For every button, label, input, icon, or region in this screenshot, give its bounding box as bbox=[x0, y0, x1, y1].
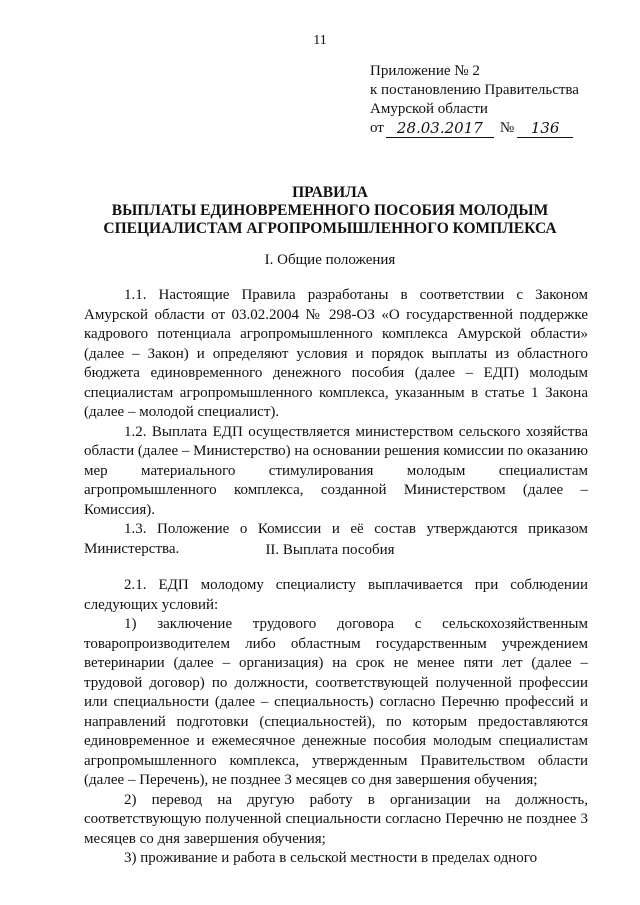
appendix-line-3: Амурской области bbox=[370, 101, 488, 117]
title-line-3: СПЕЦИАЛИСТАМ АГРОПРОМЫШЛЕННОГО КОМПЛЕКСА bbox=[103, 220, 557, 237]
title-line-1: ПРАВИЛА bbox=[292, 184, 368, 201]
paragraph-2-1-item-2: 2) перевод на другую работу в организации на должность, соответствующую полученной специальности согласно Перечню не позднее 3 месяцев со дня завершения обучения; bbox=[84, 791, 588, 847]
number-prefix: № bbox=[499, 120, 515, 136]
document-title bbox=[60, 184, 600, 238]
page-number: 11 bbox=[313, 33, 327, 48]
date-prefix: от bbox=[370, 120, 384, 136]
section-1-body bbox=[84, 286, 588, 559]
paragraph-2-1-item-1: 1) заключение трудового договора с сельскохозяйственным товаропроизводителем либо областным государственным учреждением ветеринарии (далее – организация) на срок не менее пяти лет (далее – трудовой договор) по должности, соответствующей полученной профессии или специальности (далее – специальность) согласно Перечню профессий и направлений подготовки (специальностей), по которым предоставляются единовременное и ежемесячное денежные пособия молодым специалистам агропромышленного комплекса, утвержденным Правительством области (далее – Перечень), не позднее 3 месяцев со дня завершения обучения; bbox=[84, 616, 588, 788]
appendix-date-line bbox=[370, 119, 620, 138]
paragraph-1-3: 1.3. Положение о Комиссии и её состав утверждаются приказом Министерства. bbox=[84, 521, 588, 557]
paragraph-2-1: 2.1. ЕДП молодому специалисту выплачивается при соблюдении следующих условий: bbox=[84, 577, 588, 613]
paragraph-2-1-item-3: 3) проживание и работа в сельской местности в пределах одного bbox=[124, 850, 538, 866]
handwritten-date: 28.03.2017 bbox=[386, 120, 494, 138]
handwritten-number: 136 bbox=[517, 120, 573, 138]
title-line-2: ВЫПЛАТЫ ЕДИНОВРЕМЕННОГО ПОСОБИЯ МОЛОДЫМ bbox=[111, 202, 549, 219]
paragraph-1-1: 1.1. Настоящие Правила разработаны в соответствии с Законом Амурской области от 03.02.2004 № 298-ОЗ «О государственной поддержке кадрового потенциала агропромышленного комплекса Амурской области» (далее – Закон) и определяют условия и порядок выплаты из областного бюджета единовременного денежного пособия (далее – ЕДП) молодым специалистам агропромышленного комплекса, указанным в статье 1 Закона (далее – молодой специалист). bbox=[84, 287, 588, 420]
section-2-heading: II. Выплата пособия bbox=[265, 542, 395, 558]
appendix-line-2: к постановлению Правительства bbox=[370, 82, 579, 98]
paragraph-1-2: 1.2. Выплата ЕДП осуществляется министерством сельского хозяйства области (далее – Министерство) на основании решения комиссии по оказанию мер материального стимулирования молодым специалистам агропромышленного комплекса, созданной Министерством (далее – Комиссия). bbox=[84, 423, 588, 518]
section-2-body bbox=[84, 576, 588, 869]
appendix-block bbox=[370, 62, 620, 138]
section-1-heading: I. Общие положения bbox=[264, 252, 396, 268]
appendix-line-1: Приложение № 2 bbox=[370, 63, 480, 79]
